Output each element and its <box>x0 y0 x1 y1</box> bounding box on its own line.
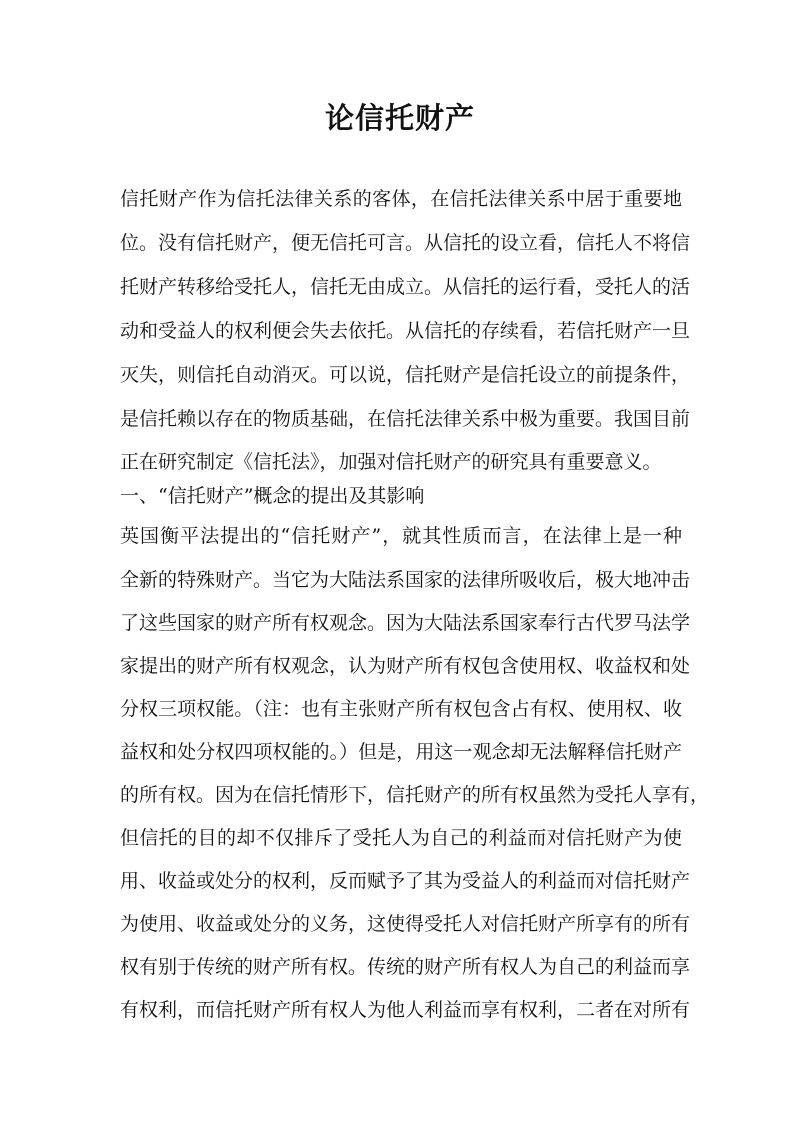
paragraph-line: 益权和处分权四项权能的。）但是，用这一观念却无法解释信托财产 <box>120 741 682 763</box>
paragraph-line: 灭失，则信托自动消灭。可以说，信托财产是信托设立的前提条件， <box>120 364 691 386</box>
paragraph-line: 是信托赖以存在的物质基础，在信托法律关系中极为重要。我国目前 <box>120 408 691 430</box>
paragraph-line: 了这些国家的财产所有权观念。因为大陆法系国家奉行古代罗马法学 <box>120 612 691 634</box>
paragraph-line: 正在研究制定《信托法》，加强对信托财产的研究具有重要意义。 <box>120 451 662 473</box>
paragraph-line: 位。没有信托财产，便无信托可言。从信托的设立看，信托人不将信 <box>120 232 691 254</box>
paragraph-line: 为使用、收益或处分的义务，这使得受托人对信托财产所享有的所有 <box>120 913 691 935</box>
section-heading: 一、“信托财产”概念的提出及其影响 <box>120 485 425 507</box>
paragraph-line: 权有别于传统的财产所有权。传统的财产所有权人为自己的利益而享 <box>120 956 691 978</box>
paragraph-line: 家提出的财产所有权观念，认为财产所有权包含使用权、收益权和处 <box>120 655 691 677</box>
paragraph-line: 托财产转移给受托人，信托无由成立。从信托的运行看，受托人的活 <box>120 276 691 298</box>
paragraph-line: 动和受益人的权利便会失去依托。从信托的存续看，若信托财产一旦 <box>120 320 691 342</box>
paragraph-line: 信托财产作为信托法律关系的客体，在信托法律关系中居于重要地 <box>120 188 682 210</box>
paragraph-line: 用、收益或处分的权利，反而赋予了其为受益人的利益而对信托财产 <box>120 870 691 892</box>
paragraph-line: 但信托的目的却不仅排斥了受托人为自己的利益而对信托财产为使 <box>120 827 682 849</box>
paragraph-line: 有权利，而信托财产所有权人为他人利益而享有权利，二者在对所有 <box>120 999 691 1021</box>
paragraph-line: 分权三项权能。（注：也有主张财产所有权包含占有权、使用权、收 <box>120 698 682 720</box>
paragraph-line: 全新的特殊财产。当它为大陆法系国家的法律所吸收后，极大地冲击 <box>120 569 691 591</box>
paragraph-line: 英国衡平法提出的“信托财产”，就其性质而言，在法律上是一种 <box>120 525 682 547</box>
document-title: 论信托财产 <box>324 101 475 135</box>
paragraph-line: 的所有权。因为在信托情形下，信托财产的所有权虽然为受托人享有， <box>120 784 710 806</box>
